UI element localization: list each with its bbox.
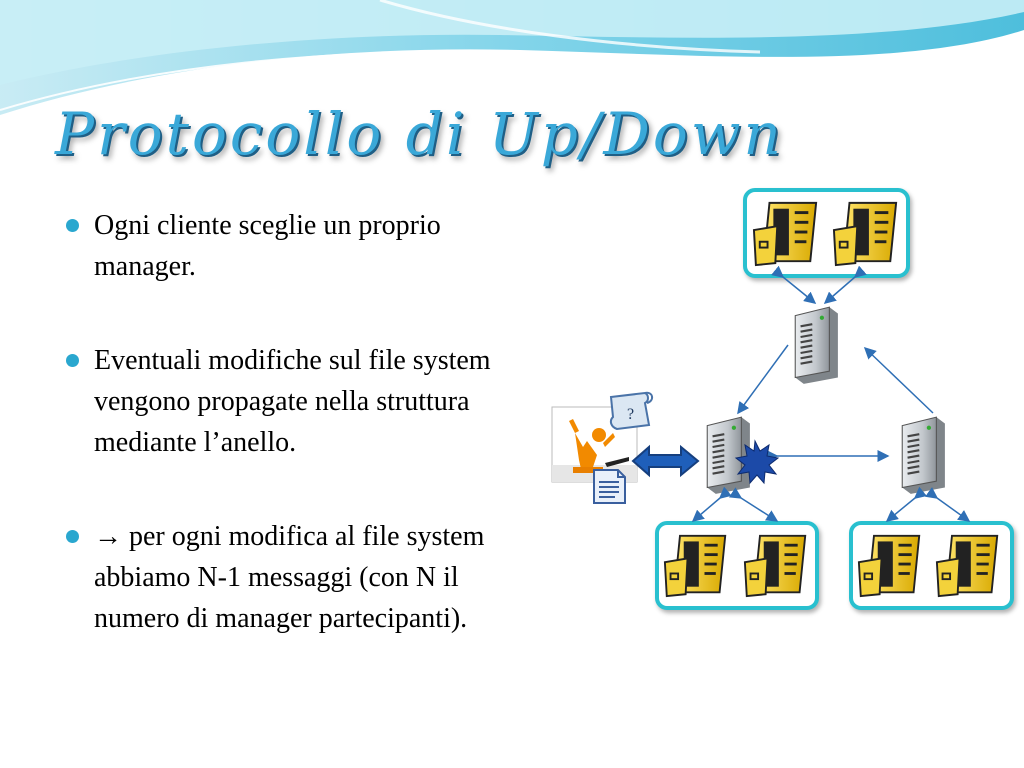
- server-icon: [795, 307, 838, 384]
- arrow-connector: [887, 498, 915, 521]
- question-mark: ?: [627, 406, 635, 423]
- bullet-item: [62, 516, 532, 639]
- scroll-icon: [611, 393, 652, 429]
- bullet-dot-icon: [66, 530, 79, 543]
- bullet-list: [62, 205, 532, 692]
- network-diagram: [545, 185, 1024, 625]
- slide-title: Protocollo di Up/Down: [55, 100, 784, 168]
- bullet-dot-icon: [66, 354, 79, 367]
- bullet-item: [62, 340, 532, 463]
- bullet-item: [62, 205, 532, 287]
- arrow-connector: [741, 498, 777, 521]
- arrow-connector: [783, 277, 815, 303]
- bullet-text: Eventuali modifiche sul file system vengono propagate nella struttura mediante l’anello.: [94, 345, 491, 458]
- arrow-connector: [693, 498, 720, 521]
- document-icon: [594, 470, 625, 503]
- arrow-connector: [825, 277, 855, 303]
- arrow-connector: [738, 345, 788, 413]
- double-arrow-icon: [633, 447, 698, 475]
- arrow-connector: [937, 498, 969, 521]
- bullet-text: → per ogni modifica al file system abbiamo N-1 messaggi (con N il numero di manager partecipanti).: [94, 521, 485, 634]
- bullet-text: Ogni cliente sceglie un proprio manager.: [94, 210, 441, 282]
- arrow-connector: [865, 348, 933, 413]
- server-icon: [902, 417, 945, 494]
- bullet-dot-icon: [66, 219, 79, 232]
- server-icon: [707, 417, 750, 494]
